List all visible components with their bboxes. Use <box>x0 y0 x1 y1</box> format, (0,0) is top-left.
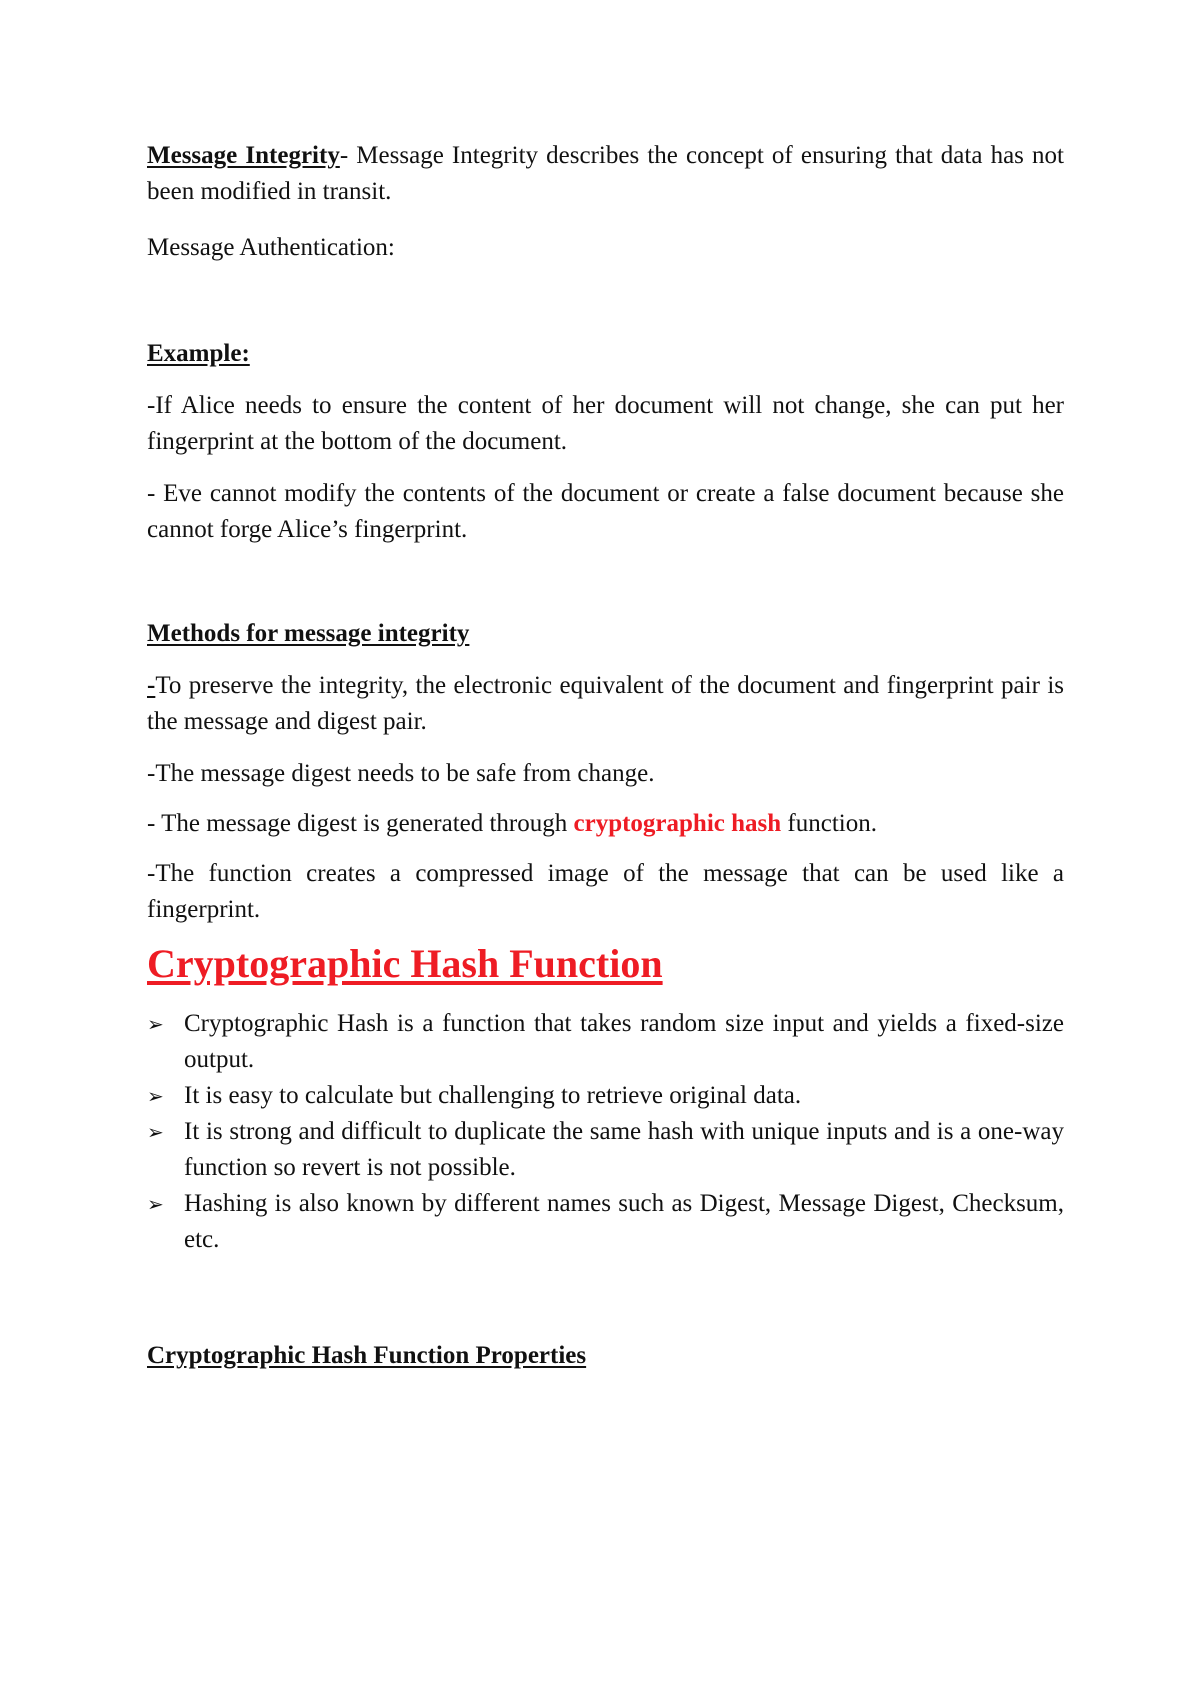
methods-paragraph-1 <box>147 668 1064 740</box>
message-authentication-label: Message Authentication: <box>147 234 395 261</box>
properties-heading-text: Cryptographic Hash Function Properties <box>147 1342 587 1369</box>
term-separator: - <box>339 142 349 169</box>
bullet-text: Cryptographic Hash is a function that takes random size input and yields a fixed-size output. <box>184 1010 1064 1073</box>
arrowhead-bullet-icon: ➢ <box>147 1084 164 1108</box>
list-item <box>147 1186 1064 1258</box>
arrowhead-bullet-icon: ➢ <box>147 1012 164 1036</box>
hash-function-bullets <box>147 1006 1064 1258</box>
methods-paragraph-3-after: function. <box>781 810 877 837</box>
arrowhead-bullet-icon: ➢ <box>147 1192 164 1216</box>
methods-paragraph-4: -The function creates a compressed image of the message that can be used like a fingerprint. <box>147 860 1064 923</box>
example-paragraph-1: -If Alice needs to ensure the content of her document will not change, she can put her fingerprint at the bottom of the document. <box>147 392 1064 455</box>
list-item <box>147 1114 1064 1186</box>
example-heading <box>147 336 1064 372</box>
list-item <box>147 1006 1064 1078</box>
arrowhead-bullet-icon: ➢ <box>147 1120 164 1144</box>
bullet-text: It is strong and difficult to duplicate the same hash with unique inputs and is a one-way function so revert is not possible. <box>184 1118 1064 1181</box>
list-item <box>147 1078 1064 1114</box>
hash-function-heading: Cryptographic Hash Function <box>147 941 663 986</box>
methods-heading <box>147 616 1064 652</box>
methods-paragraph-3-before: - The message digest is generated through <box>147 810 574 837</box>
methods-paragraph-3 <box>147 806 1064 842</box>
intro-definition: Message Integrity describes the concept of ensuring that data has not been modified in transit. <box>147 142 1065 205</box>
methods-paragraph-1-text: To preserve the integrity, the electronic equivalent of the document and fingerprint pair is the message and digest pair. <box>147 672 1064 735</box>
example-paragraph-2: - Eve cannot modify the contents of the document or create a false document because she cannot forge Alice’s fingerprint. <box>147 480 1064 543</box>
methods-heading-text: Methods for message integrity <box>147 620 470 647</box>
bullet-text: Hashing is also known by different names such as Digest, Message Digest, Checksum, etc. <box>184 1190 1064 1253</box>
methods-paragraph-1-dash: - <box>147 672 156 699</box>
cryptographic-hash-highlight: cryptographic hash <box>573 810 782 837</box>
properties-heading <box>147 1338 1064 1374</box>
example-heading-text: Example: <box>147 340 250 367</box>
bullet-text: It is easy to calculate but challenging to retrieve original data. <box>184 1082 802 1109</box>
methods-paragraph-2: -The message digest needs to be safe from change. <box>147 760 655 787</box>
intro-paragraph <box>147 138 1064 210</box>
message-integrity-term: Message Integrity <box>147 142 340 169</box>
